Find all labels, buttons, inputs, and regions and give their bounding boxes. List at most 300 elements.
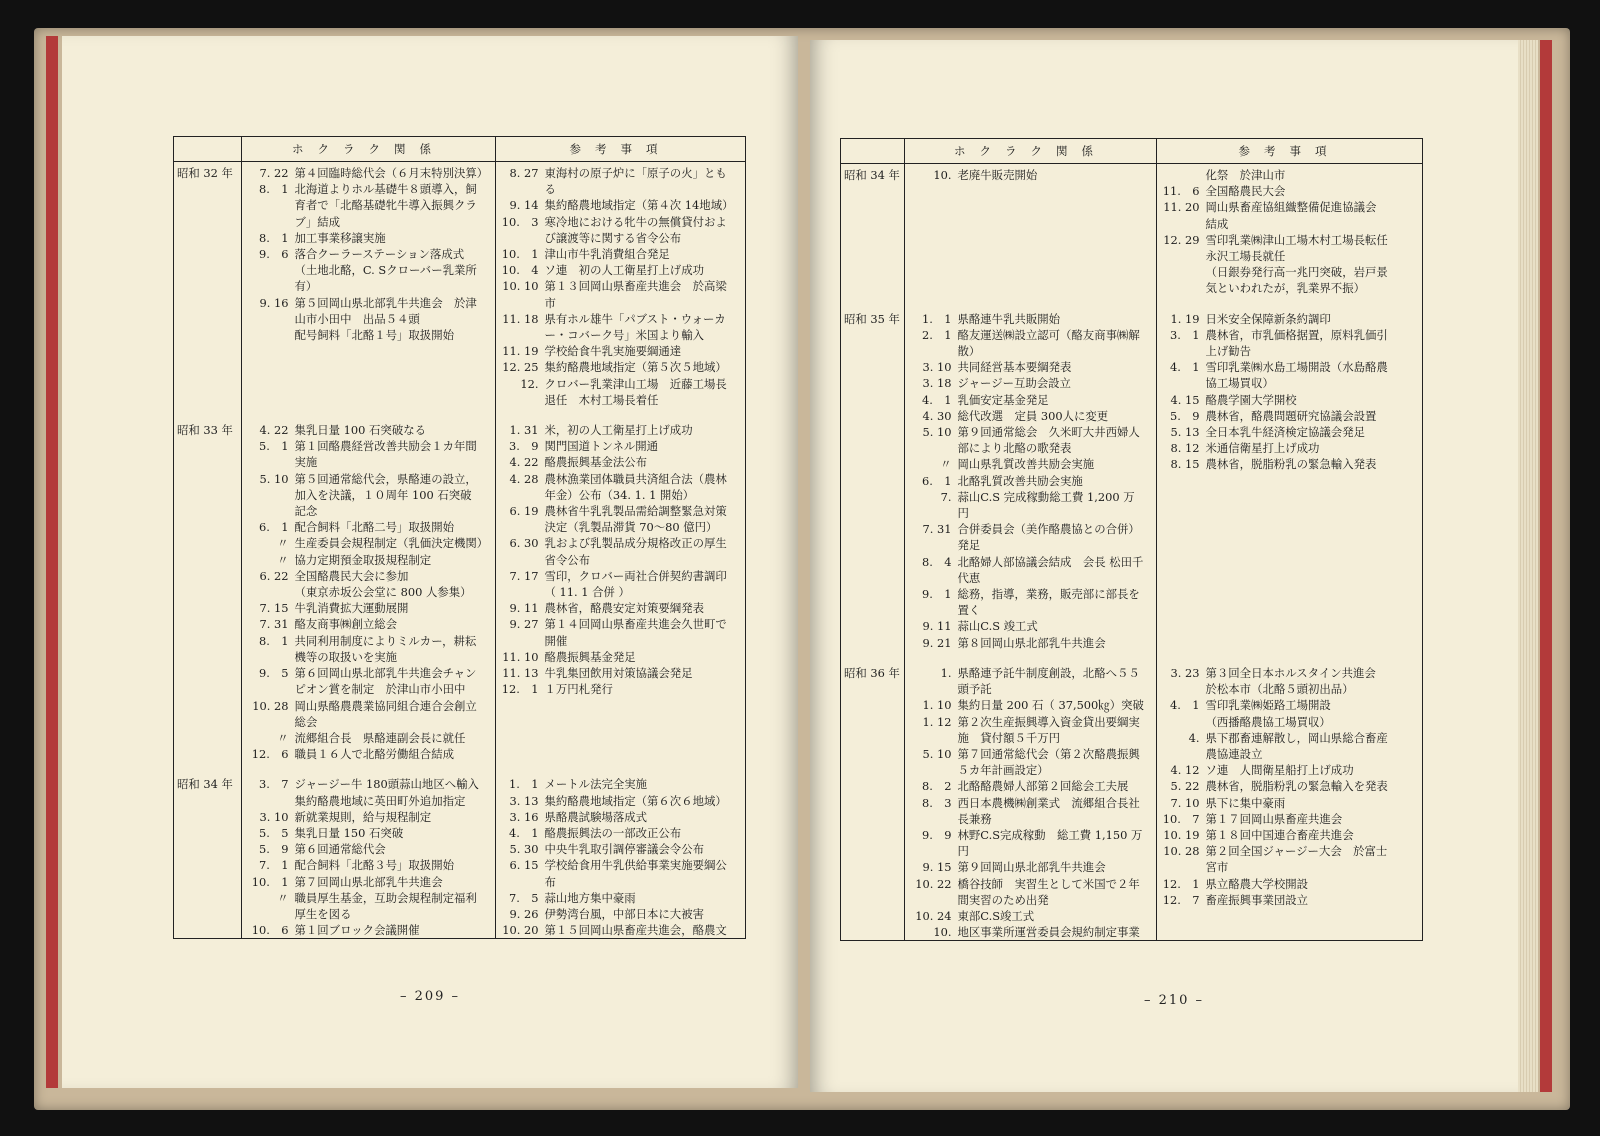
reference-date [1157,586,1203,602]
hokuraku-event: 岡山県酪農農業協同組合連合会創立 [292,698,496,714]
era-cell [841,232,905,248]
hokuraku-event: 長兼務 [955,811,1157,827]
table-row [841,697,1423,713]
hokuraku-event: 円 [955,843,1157,859]
hokuraku-event: 林野C.S完成稼動 総工費 1,150 万 [955,827,1157,843]
reference-event: 第２回全国ジャージー大会 於富士 [1205,844,1388,859]
reference-date: 11. 10 [502,649,539,664]
hokuraku-event: 集乳日量 100 石突破なる [292,408,496,438]
reference-event: 農林省，酪農安定対策要綱発表 [544,601,704,616]
hokuraku-event: 第１回酪農経営改善共励会１カ年間 [292,438,496,454]
hokuraku-date: 9. 5 [258,666,289,681]
reference-date [496,746,542,762]
reference-date: 3. 23 [1170,665,1200,680]
reference-event: 雪印乳業㈱水島工場開設（水島酪農 [1205,360,1388,375]
reference-event: 米，初の人工衛星打上げ成功 [544,423,693,438]
reference-event: 蒜山地方集中豪雨 [544,890,636,905]
era-cell: 昭和 34 年 [841,164,905,184]
reference-date [496,584,542,600]
hokuraku-event: 北酪酪農婦人部第２回総会工夫展 [955,778,1157,794]
table-row [174,359,746,375]
hokuraku-date [905,892,955,908]
hokuraku-date [242,311,292,327]
reference-date: 12. 29 [1163,232,1200,247]
reference-date [1157,164,1203,184]
table-row [174,438,746,454]
hokuraku-date: 7. 31 [259,617,289,632]
hokuraku-event: 代恵 [955,570,1157,586]
table-row [174,568,746,584]
reference-event: 化祭 於津山市 [1205,168,1286,182]
reference-date [1157,602,1203,618]
hokuraku-date: 10. [933,925,952,940]
hokuraku-date [905,681,955,697]
hokuraku-event: 頭予託 [955,681,1157,697]
table-row [174,376,746,392]
reference-date [1157,248,1203,264]
reference-date: 10. 19 [1163,827,1200,842]
hokuraku-date: 〃 [940,457,952,472]
page-edge-right [1540,40,1552,1092]
reference-date: 8. 12 [1170,441,1200,456]
table-row [174,162,746,182]
reference-date [1157,570,1203,586]
table-row [841,505,1423,521]
reference-date: 4. [1188,730,1200,745]
era-cell [174,552,242,568]
hokuraku-date [905,570,955,586]
hokuraku-event: 置く [955,602,1157,618]
reference-event: メートル法完全実施 [544,777,648,792]
hokuraku-event: 配号飼料「北酪１号」取扱開始 [292,327,496,343]
reference-date: 10. 4 [501,263,539,278]
hokuraku-event: 間実習のため出発 [955,892,1157,908]
reference-date [496,698,542,714]
hokuraku-date [242,454,292,470]
hokuraku-event: 地区事業所運営委員会規約制定事業 [955,924,1157,941]
hokuraku-event: 蒜山C.S 完成稼動総工費 1,200 万 [955,489,1157,505]
table-row [174,600,746,616]
hokuraku-date: 9. 15 [922,860,952,875]
reference-date: 4. 22 [509,455,539,470]
reference-date: 12. 1 [501,682,539,697]
reference-date: 9. 11 [509,601,539,616]
table-row [174,746,746,762]
page-left [62,36,798,1088]
hokuraku-date: 〃 [277,890,289,905]
reference-event [1203,570,1423,586]
hokuraku-date [905,199,955,215]
era-cell [174,600,242,616]
hokuraku-event [955,264,1157,280]
hokuraku-event: 橋谷技師 実習生として米国で２年 [955,876,1157,892]
reference-event: 永沢工場長就任 [1205,249,1286,264]
table-row [174,230,746,246]
table-row [174,730,746,746]
hokuraku-event: 厚生を図る [292,906,496,922]
reference-event: 宮市 [1205,860,1229,875]
reference-event: 第１７回岡山県畜産共進会 [1205,811,1343,826]
header-reference: 参考事項 [496,137,746,162]
hokuraku-date [905,232,955,248]
reference-date: 4. 1 [1169,698,1200,713]
era-cell [174,714,242,730]
reference-event: 年金）公布（34. 1. 1 開始） [544,487,695,502]
table-row [841,473,1423,489]
era-cell [174,809,242,825]
hokuraku-date: 4. 22 [259,423,289,438]
hokuraku-event: 新就業規則，給与規程制定 [292,809,496,825]
era-cell [174,197,242,213]
table-row [174,825,746,841]
reference-date [496,552,542,568]
reference-date: 3. 16 [509,809,539,824]
table-row [174,262,746,278]
hokuraku-date: 5. 10 [259,471,289,486]
hokuraku-event: 第７回通常総代会（第２次酪農振興 [955,746,1157,762]
reference-date [1157,343,1203,359]
page-right [810,40,1538,1092]
hokuraku-date [242,278,292,294]
era-cell [841,795,905,811]
hokuraku-event: 散） [955,343,1157,359]
hokuraku-event: 酪友運送㈱設立認可（酪友商事㈱解 [955,327,1157,343]
reference-event: 於松本市（北酪５頭初出品） [1205,682,1354,697]
reference-event: 県酪農試験場落成式 [544,809,648,824]
table-row [841,924,1423,941]
table-row [841,264,1423,280]
hokuraku-event: 東部C.S竣工式 [955,908,1157,924]
table-row [174,698,746,714]
reference-date [1157,473,1203,489]
reference-date: 7. 17 [509,568,539,583]
hokuraku-date: 5. 10 [922,746,952,761]
era-cell [174,841,242,857]
reference-event: 岡山県畜産協組織整備促進協議会 [1205,200,1377,215]
hokuraku-event: 第８回岡山県北部乳牛共進会 [955,635,1157,651]
hokuraku-event: 配合飼料「北酪３号」取扱開始 [292,857,496,873]
reference-event [542,698,746,714]
reference-event: 雪印乳業㈱津山工場木村工場長転任 [1205,232,1388,247]
hokuraku-date: 10. 6 [251,923,289,938]
table-row [841,164,1423,184]
hokuraku-date [905,602,955,618]
hokuraku-date: 1. 1 [921,311,952,326]
hokuraku-event: （東京赤坂公会堂に 800 人参集） [292,584,496,600]
table-row [841,554,1423,570]
reference-date: 3. 9 [508,439,539,454]
reference-event [1203,505,1423,521]
reference-event: 市 [544,295,556,310]
era-cell [174,857,242,873]
reference-date: 11. 19 [502,344,539,359]
reference-event: 雪印，クロバー両社合併契約書調印 [544,568,727,583]
era-cell [841,618,905,634]
hokuraku-event [292,392,496,408]
reference-date: 9. 27 [509,617,539,632]
reference-event: 畜産振興事業団設立 [1205,892,1309,907]
reference-date: 8. 15 [1170,457,1200,472]
reference-date: 6. 15 [509,858,539,873]
hokuraku-event: 配合飼料「北酪二号」取扱開始 [292,519,496,535]
hokuraku-date [905,440,955,456]
hokuraku-event: 老廃牛販売開始 [955,164,1157,184]
reference-date: 4. 1 [508,825,539,840]
header-era [174,137,242,162]
era-cell [174,535,242,551]
reference-date [1157,681,1203,697]
hokuraku-event: 円 [955,505,1157,521]
hokuraku-event: 集約日量 200 石（ 37,500㎏）突破 [955,697,1157,713]
table-row [174,246,746,262]
table-row [174,311,746,327]
era-cell [841,697,905,713]
hokuraku-event: 加工事業移譲実施 [292,230,496,246]
era-cell [174,343,242,359]
era-cell [841,554,905,570]
hokuraku-event [955,248,1157,264]
era-cell [174,438,242,454]
reference-date [1157,618,1203,634]
reference-date [1157,859,1203,875]
table-row [841,746,1423,762]
hokuraku-event: ジャージー互助会設立 [955,375,1157,391]
era-cell [174,503,242,519]
table-row [841,408,1423,424]
table-row [174,471,746,487]
hokuraku-date [242,503,292,519]
table-row [174,584,746,600]
era-cell [174,568,242,584]
hokuraku-event: 第７回岡山県北部乳牛共進会 [292,874,496,890]
reference-event: （ 11. 1 合併 ） [544,585,630,600]
table-row [841,537,1423,553]
hokuraku-date [905,183,955,199]
hokuraku-event: 第１回ブロック会議開催 [292,922,496,939]
reference-event: 伊勢湾台風，中部日本に大被害 [544,906,704,921]
hokuraku-event: 協力定期預金取扱規程制定 [292,552,496,568]
reference-date: 10. 10 [502,279,539,294]
reference-date [496,327,542,343]
reference-date [496,519,542,535]
reference-event: 気といわれたが，乳業界不振） [1205,281,1365,296]
era-cell [174,746,242,762]
hokuraku-date [242,262,292,278]
hokuraku-date [905,343,955,359]
table-row [174,906,746,922]
reference-event: 農林省，市乳価格据置，原料乳価引 [1205,327,1388,342]
table-row [174,535,746,551]
hokuraku-event: 集約酪農地域に英田町外追加指定 [292,793,496,809]
table-row [174,890,746,906]
table-row [841,762,1423,778]
reference-event [1203,554,1423,570]
reference-date: 10. 20 [502,923,539,938]
table-row [841,635,1423,651]
reference-date [496,230,542,246]
era-cell: 昭和 36 年 [841,651,905,681]
hokuraku-event: ピオン賞を制定 於津山市小田中 [292,681,496,697]
table-row [841,280,1423,296]
hokuraku-event: 県酪連予託牛制度創設，北酪へ５５ [955,651,1157,681]
page-number: – 209 – [399,989,461,1004]
era-cell [174,793,242,809]
table-row [841,521,1423,537]
era-cell [841,924,905,941]
reference-date: 5. 22 [1170,779,1200,794]
era-cell [841,248,905,264]
hokuraku-event: ５カ年計画設定） [955,762,1157,778]
reference-date [496,633,542,649]
era-cell [841,456,905,472]
hokuraku-date: 1. 12 [922,714,952,729]
reference-date: 9. 26 [509,906,539,921]
table-row [841,811,1423,827]
reference-date: 12. [520,376,539,391]
reference-event: 農林漁業団体職員共済組合法（農林 [544,471,727,486]
hokuraku-date: 10. [933,168,952,182]
hokuraku-event: ジャージー牛 180頭蒜山地区へ輸入 [292,762,496,792]
reference-event: 農林省，脱脂粉乳の緊急輸入を発表 [1205,779,1388,794]
table-row [841,392,1423,408]
table-row [174,762,746,792]
hokuraku-date: 1. 10 [922,698,952,713]
era-cell [841,714,905,730]
reference-event: 農協連設立 [1205,746,1263,761]
table-row [841,618,1423,634]
reference-date [496,181,542,197]
hokuraku-date [905,248,955,264]
reference-date: 3. 13 [509,793,539,808]
page-number: – 210 – [1143,993,1205,1008]
table-row [841,681,1423,697]
reference-date: 1. 19 [1170,311,1200,326]
era-cell [174,262,242,278]
hokuraku-event: 総代改選 定員 300人に変更 [955,408,1157,424]
hokuraku-date: 9. 11 [922,619,952,634]
reference-event [1203,635,1423,651]
table-row [841,876,1423,892]
hokuraku-date [242,906,292,922]
table-row [174,714,746,730]
hokuraku-date: 7. [940,489,952,504]
hokuraku-event [955,216,1157,232]
reference-event: 酪農振興法の一部改正公布 [544,825,682,840]
reference-date: 10. 28 [1163,844,1200,859]
table-body [841,164,1423,941]
era-cell [841,473,905,489]
hokuraku-event: 育者で「北酪基礎牝牛導入振興クラ [292,197,496,213]
hokuraku-event: 機等の取扱いを実施 [292,649,496,665]
reference-date: 1. 1 [508,777,539,792]
hokuraku-event: 発足 [955,537,1157,553]
reference-event: 集約酪農地域指定（第６次６地域） [544,793,727,808]
era-cell [174,359,242,375]
reference-date: 12. 25 [502,360,539,375]
reference-event: 学校給食用牛乳供給事業実施要綱公 [544,858,727,873]
hokuraku-event [292,359,496,375]
reference-event [542,746,746,762]
era-cell [841,505,905,521]
reference-event: 津山市牛乳消費組合発足 [544,247,670,262]
hokuraku-event: 第６回通常総代会 [292,841,496,857]
reference-date: 1. 31 [509,423,539,438]
hokuraku-date [242,343,292,359]
reference-event: （西播酪農協工場買収） [1205,714,1331,729]
table-row [841,714,1423,730]
table-row [174,181,746,197]
reference-date: 3. 1 [1169,327,1200,342]
reference-event [542,730,746,746]
era-cell [841,746,905,762]
reference-date [496,295,542,311]
era-cell [174,874,242,890]
hokuraku-event: 乳価安定基金発足 [955,392,1157,408]
reference-event: 第１５回岡山県畜産共進会，酪農文 [544,923,727,938]
reference-date [1157,908,1203,924]
era-cell [841,537,905,553]
era-cell [841,216,905,232]
reference-event: 退任 木村工場長着任 [544,392,659,407]
reference-event: る [544,182,556,197]
era-cell [174,471,242,487]
era-cell [841,586,905,602]
table-row [841,586,1423,602]
era-cell [174,487,242,503]
hokuraku-event: 集乳日量 150 石突破 [292,825,496,841]
reference-event: 日米安全保障新条約調印 [1205,311,1331,326]
reference-date [1157,746,1203,762]
era-cell [841,602,905,618]
table-row [841,859,1423,875]
era-cell [174,649,242,665]
hokuraku-event: 西日本農機㈱創業式 流郷組合長社 [955,795,1157,811]
table-row [174,487,746,503]
hokuraku-date [242,197,292,213]
reference-event: 乳および乳製品成分規格改正の厚生 [544,536,727,551]
reference-date: 11. 6 [1162,184,1200,199]
hokuraku-date: 6. 1 [921,473,952,488]
hokuraku-event: 県酪連牛乳共販開始 [955,297,1157,327]
hokuraku-event [955,232,1157,248]
era-cell [174,181,242,197]
era-cell [174,392,242,408]
table-row [174,278,746,294]
reference-event: 農林省，脱脂粉乳の緊急輸入発表 [1205,457,1377,472]
reference-event [1203,924,1423,941]
era-cell [841,440,905,456]
reference-date [1157,489,1203,505]
hokuraku-date [242,649,292,665]
table-row [174,665,746,681]
reference-date: 11. 13 [502,666,539,681]
reference-event: ソ連 人間衛星船打上げ成功 [1205,763,1354,778]
hokuraku-event: 全国酪農民大会に参加 [292,568,496,584]
table-row [841,651,1423,681]
table-row [841,216,1423,232]
era-cell [841,570,905,586]
table-row [174,681,746,697]
hokuraku-event [955,280,1157,296]
hokuraku-event: 部により北酪の歌発表 [955,440,1157,456]
hokuraku-date [242,714,292,730]
era-cell [841,762,905,778]
era-cell [841,730,905,746]
header-hokuraku: ホクラク関係 [905,139,1157,164]
table-row [174,295,746,311]
era-cell [174,246,242,262]
reference-event: 県有ホル雄牛「パブスト・ウォーカ [544,311,726,326]
